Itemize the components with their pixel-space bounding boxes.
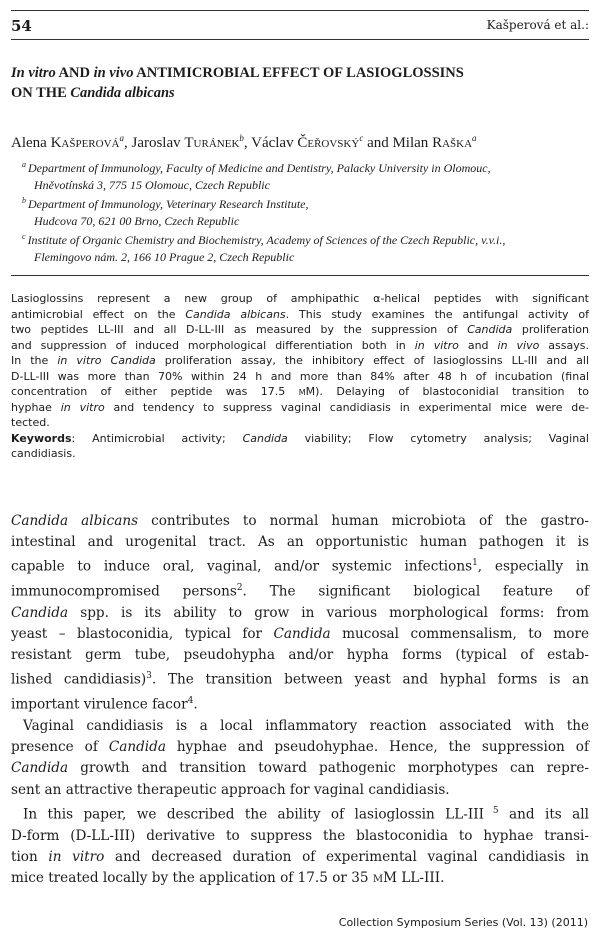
author-raska: Raška: [432, 135, 473, 151]
body-text: Candida albicans contributes to normal human microbiota of the gastro- intestinal and urogenital tract. As an opportunistic human pathogen it is capable to induce oral, vaginal, and/or systemic infections$^1$, especially in immunocompromised persons$^2$. The significant biological feature of Candida spp. is its ability to grow in various morphological forms: from yeast – blastoconidia, typical for Candida mucosal commensalism, to more resistant germ tube, pseudohypha and/or hypha forms (typical of estab- lished candidiasis)$^3$. The transition between yeast and hyphal forms is an important virulence facor$^4$. Vaginal candidiasis is a local inflammatory reaction associated with the presence of Candida hyphae and pseudohyphae. Hence, the suppression of Candida growth and transition toward pathogenic morphotypes can repre- sent an attractive therapeutic approach for vaginal candidiasis. In this paper, we described the ability of lasioglossin LL-III $^5$ and its all D-form (D-LL-III) derivative to suppress the blastoconidia to hyphae transi- tion in vitro and decreased duration of experimental vaginal candidiasis in mice treated locally by the application of 17.5 or 35 μM LL-III.: [11, 513, 590, 886]
running-head: Kašperová et al.:: [486, 18, 589, 32]
page-header: [11, 10, 589, 40]
author-turanek: Turánek: [184, 135, 240, 151]
author-list: Alena Kašperová$^a$, Jaroslav Turánek$^b$, Václav Čeřovský$^c$ and Milan Raška$^a$: [11, 133, 477, 151]
paragraph-3: In this paper, we described the ability of lasioglossin LL-III $^5$ and its all: [23, 805, 589, 823]
abstract: Lasioglossins represent a new group of amphipathic α-helical peptides with significant antimicrobial effect on the Candida albicans. This study examines the antifungal activity of two peptides LL-III and all D-LL-III as measured by the suppression of Candida proliferation and suppression of induced morphological differentiation both in in vitro and in vivo assays. In the in vitro Candida proliferation assay, the inhibitory effect of lasioglossins LL-III and all D-LL-III was more than 70% within 24 h and more than 84% after 48 h of incubation (final concentration of either peptide was 17.5 μM). Delaying of blastoconidial transition to hyphae in vitro and tendency to suppress vaginal candidiasis in experimental mice were de- tected. Keywords: Antimicrobial activity; Candida viability; Flow cytometry analysis; Vaginal candidiasis.: [11, 292, 590, 460]
title-line-2: ON THE Candida albicans: [11, 85, 175, 101]
author-kasperova: Kašperová: [50, 135, 120, 151]
affiliation-a: $^a$ Department of Immunology, Faculty of Medicine and Dentistry, Palacky University in Olomouc,: [22, 160, 491, 175]
paragraph-1: Candida albicans contributes to normal human microbiota of the gastro-: [11, 513, 590, 529]
paper-title: [11, 63, 586, 103]
keywords: Keywords: Antimicrobial activity; Candida viability; Flow cytometry analysis; Vaginal: [11, 431, 589, 445]
affiliation-c: $^c$ Institute of Organic Chemistry and Biochemistry, Academy of Sciences of the Czech Republic, v.v.i.,: [22, 232, 506, 247]
affiliations: $^a$ Department of Immunology, Faculty of Medicine and Dentistry, Palacky University in Olomouc, Hněvotínská 3, 775 15 Olomouc, Czech Republic $^b$ Department of Immunology, Veterinary Research Institute, Hudcova 70, 621 00 Brno, Czech Republic $^c$ Institute of Organic Chemistry and Biochemistry, Academy of Sciences of the Czech Republic, v.v.i., Flemingovo nám. 2, 166 10 Prague 2, Czech Republic: [22, 157, 592, 265]
affiliation-b: $^b$ Department of Immunology, Veterinary Research Institute,: [22, 196, 309, 211]
footer-series: Collection Symposium Series (Vol. 13) (2011): [338, 916, 588, 929]
title-line-1: In vitro AND in vivo ANTIMICROBIAL EFFECT OF LASIOGLOSSINS: [11, 65, 464, 81]
paragraph-2: Vaginal candidiasis is a local inflammatory reaction associated with the: [23, 717, 589, 734]
divider: [11, 275, 589, 276]
page-number: 54: [11, 17, 32, 35]
author-cerovsky: Čeřovský: [297, 135, 360, 151]
